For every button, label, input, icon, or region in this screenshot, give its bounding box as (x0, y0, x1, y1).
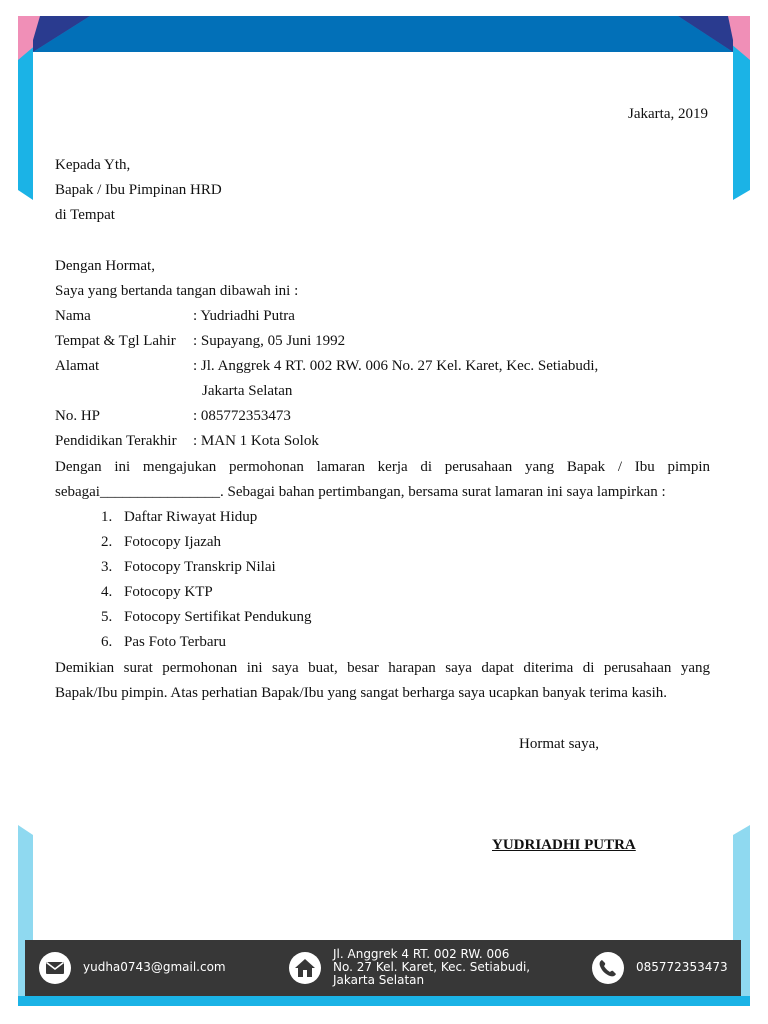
footer-address-line: Jakarta Selatan (333, 973, 425, 987)
footer-address-line: Jl. Anggrek 4 RT. 002 RW. 006 (333, 947, 510, 961)
signature-name: YUDRIADHI PUTRA (492, 837, 636, 853)
recipient-line: Bapak / Ibu Pimpinan HRD (55, 182, 222, 198)
closing: Hormat saya, (519, 736, 599, 752)
attachment-number: 6. (101, 634, 113, 650)
attachment-item: Fotocopy Transkrip Nilai (124, 559, 276, 575)
attachment-item: Daftar Riwayat Hidup (124, 509, 258, 525)
field-label: Nama (55, 308, 91, 324)
footer-address (333, 948, 530, 987)
recipient-line: di Tempat (55, 207, 115, 223)
field-value-continued: Jakarta Selatan (202, 383, 293, 399)
field-value: : Supayang, 05 Juni 1992 (193, 333, 346, 349)
contact-footer (25, 940, 741, 996)
footer-address-line: No. 27 Kel. Karet, Kec. Setiabudi, (333, 960, 531, 974)
phone-icon (592, 952, 624, 984)
attachment-number: 1. (101, 509, 113, 525)
field-value: : MAN 1 Kota Solok (193, 433, 319, 449)
attachment-number: 4. (101, 584, 113, 600)
attachment-item: Fotocopy Sertifikat Pendukung (124, 609, 312, 625)
place-date: Jakarta, 2019 (628, 106, 708, 122)
field-value: : 085772353473 (193, 408, 291, 424)
attachment-item: Fotocopy KTP (124, 584, 213, 600)
attachment-number: 3. (101, 559, 113, 575)
field-value: : Yudriadhi Putra (193, 308, 295, 324)
paragraph-line: Dengan ini mengajukan permohonan lamaran kerja di perusahaan yang Bapak / Ibu pimpin (55, 459, 710, 475)
attachment-number: 2. (101, 534, 113, 550)
field-label: Alamat (55, 358, 100, 374)
field-label: Pendidikan Terakhir (55, 433, 177, 449)
field-label: No. HP (55, 408, 101, 424)
attachment-number: 5. (101, 609, 113, 625)
attachment-item: Pas Foto Terbaru (124, 634, 226, 650)
footer-phone: 085772353473 (636, 960, 728, 974)
home-icon (289, 952, 321, 984)
field-value: : Jl. Anggrek 4 RT. 002 RW. 006 No. 27 Kel. Karet, Kec. Setiabudi, (193, 358, 599, 374)
attachment-item: Fotocopy Ijazah (124, 534, 222, 550)
mail-icon (39, 952, 71, 984)
paragraph-line: Bapak/Ibu pimpin. Atas perhatian Bapak/Ibu yang sangat berharga saya ucapkan banyak terima kasih. (55, 685, 668, 701)
footer-email: yudha0743@gmail.com (83, 960, 226, 974)
field-label: Tempat & Tgl Lahir (55, 333, 176, 349)
intro-text: Saya yang bertanda tangan dibawah ini : (55, 283, 299, 299)
paragraph-line: sebagai________________. Sebagai bahan pertimbangan, bersama surat lamaran ini saya lampirkan : (55, 484, 666, 500)
recipient-line: Kepada Yth, (55, 157, 131, 173)
paragraph-line: Demikian surat permohonan ini saya buat, besar harapan saya dapat diterima di perusahaan yang (55, 660, 710, 676)
greeting: Dengan Hormat, (55, 258, 155, 274)
